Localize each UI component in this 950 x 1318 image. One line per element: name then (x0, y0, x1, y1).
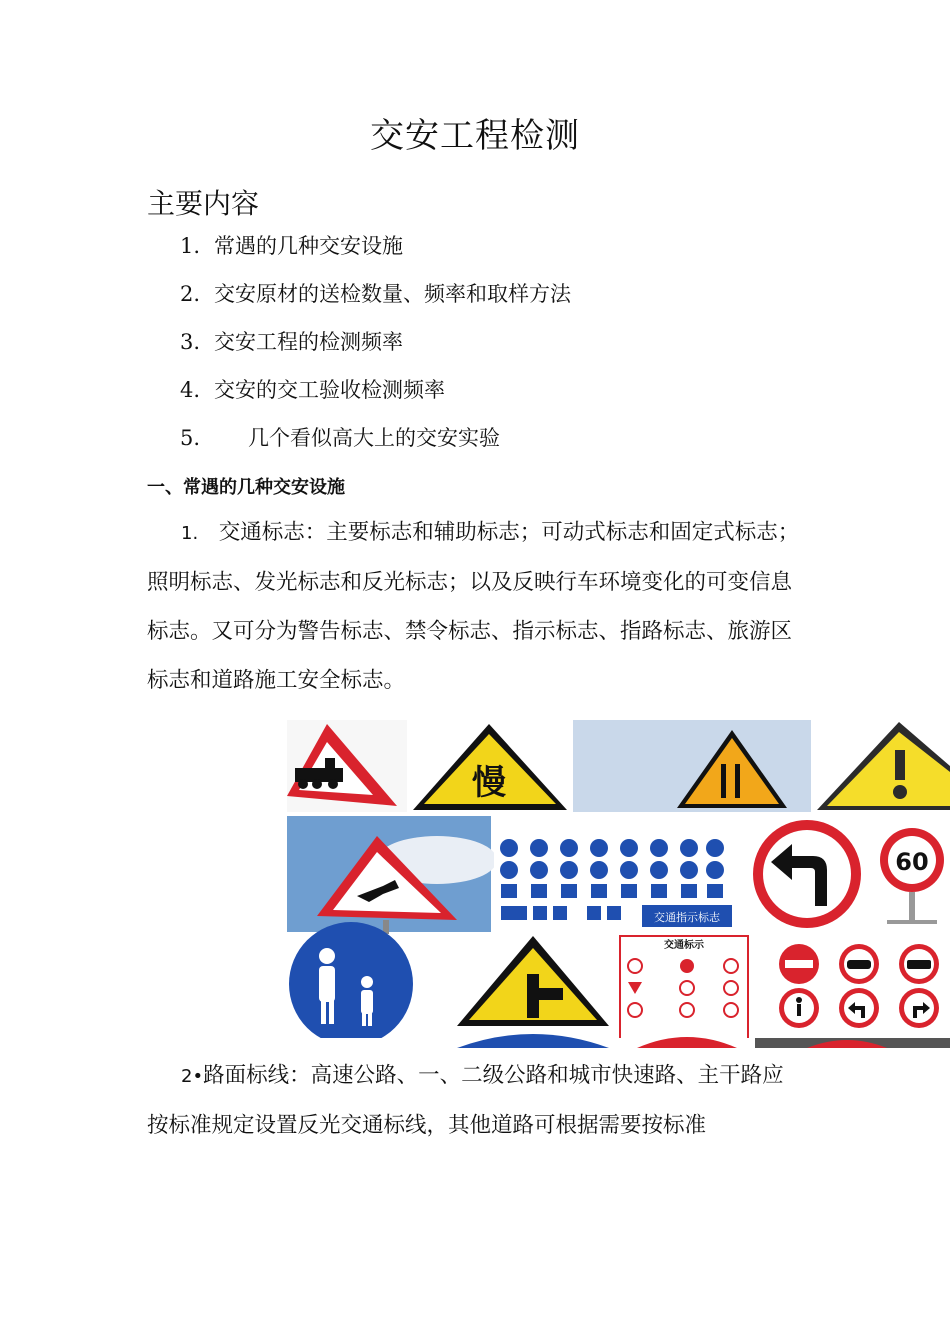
board-caption: 交通指示标志 (654, 911, 720, 924)
toc-item (180, 230, 403, 260)
toc-text: 几个看似高大上的交安实验 (248, 426, 500, 450)
toc-item (180, 374, 445, 404)
toc-item (180, 278, 571, 308)
toc-text: 交安原材的送检数量、频率和取样方法 (214, 282, 571, 306)
paragraph-road-markings (147, 1051, 802, 1150)
page-title: 交安工程检测 (370, 116, 580, 156)
paragraph-number: 2• (181, 1066, 204, 1087)
toc-number: 3. (180, 330, 201, 354)
paragraph-number: 1. (181, 523, 199, 544)
toc-number: 5. (180, 426, 201, 450)
contents-heading: 主要内容 (147, 187, 260, 220)
paragraph-text: 交通标志：主要标志和辅助标志；可动式标志和固定式标志；照明标志、发光标志和反光标志；以及反映行车环境变化的可变信息标志。又可分为警告标志、禁令标志、指示标志、指路标志、旅游区标志和道路施工安全标志。 (147, 520, 800, 693)
toc-item (180, 326, 403, 356)
toc-text: 交安的交工验收检测频率 (214, 378, 445, 402)
traffic-signs-image (287, 720, 950, 1048)
toc-number: 1. (180, 234, 201, 258)
toc-item (180, 422, 500, 452)
traffic-signs-collage (287, 720, 950, 1048)
notice-title: 交通标示 (664, 940, 704, 951)
slow-sign-text: 慢 (472, 763, 506, 803)
toc-text: 常遇的几种交安设施 (214, 234, 403, 258)
toc-text: 交安工程的检测频率 (214, 330, 403, 354)
section-heading: 一、常遇的几种交安设施 (147, 477, 345, 498)
toc-number: 4. (180, 378, 201, 402)
no-left-turn-sign (753, 820, 861, 928)
pedestrian-walkway-sign (289, 922, 413, 1046)
paragraph-traffic-signs (147, 508, 802, 705)
paragraph-text: 路面标线：高速公路、一、二级公路和城市快速路、主干路应按标准规定设置反光交通标线，其他道路可根据需要按标准 (147, 1063, 784, 1138)
speed-limit-text: 60 (895, 848, 929, 876)
toc-number: 2. (180, 282, 201, 306)
traffic-notice-board (620, 936, 748, 1044)
